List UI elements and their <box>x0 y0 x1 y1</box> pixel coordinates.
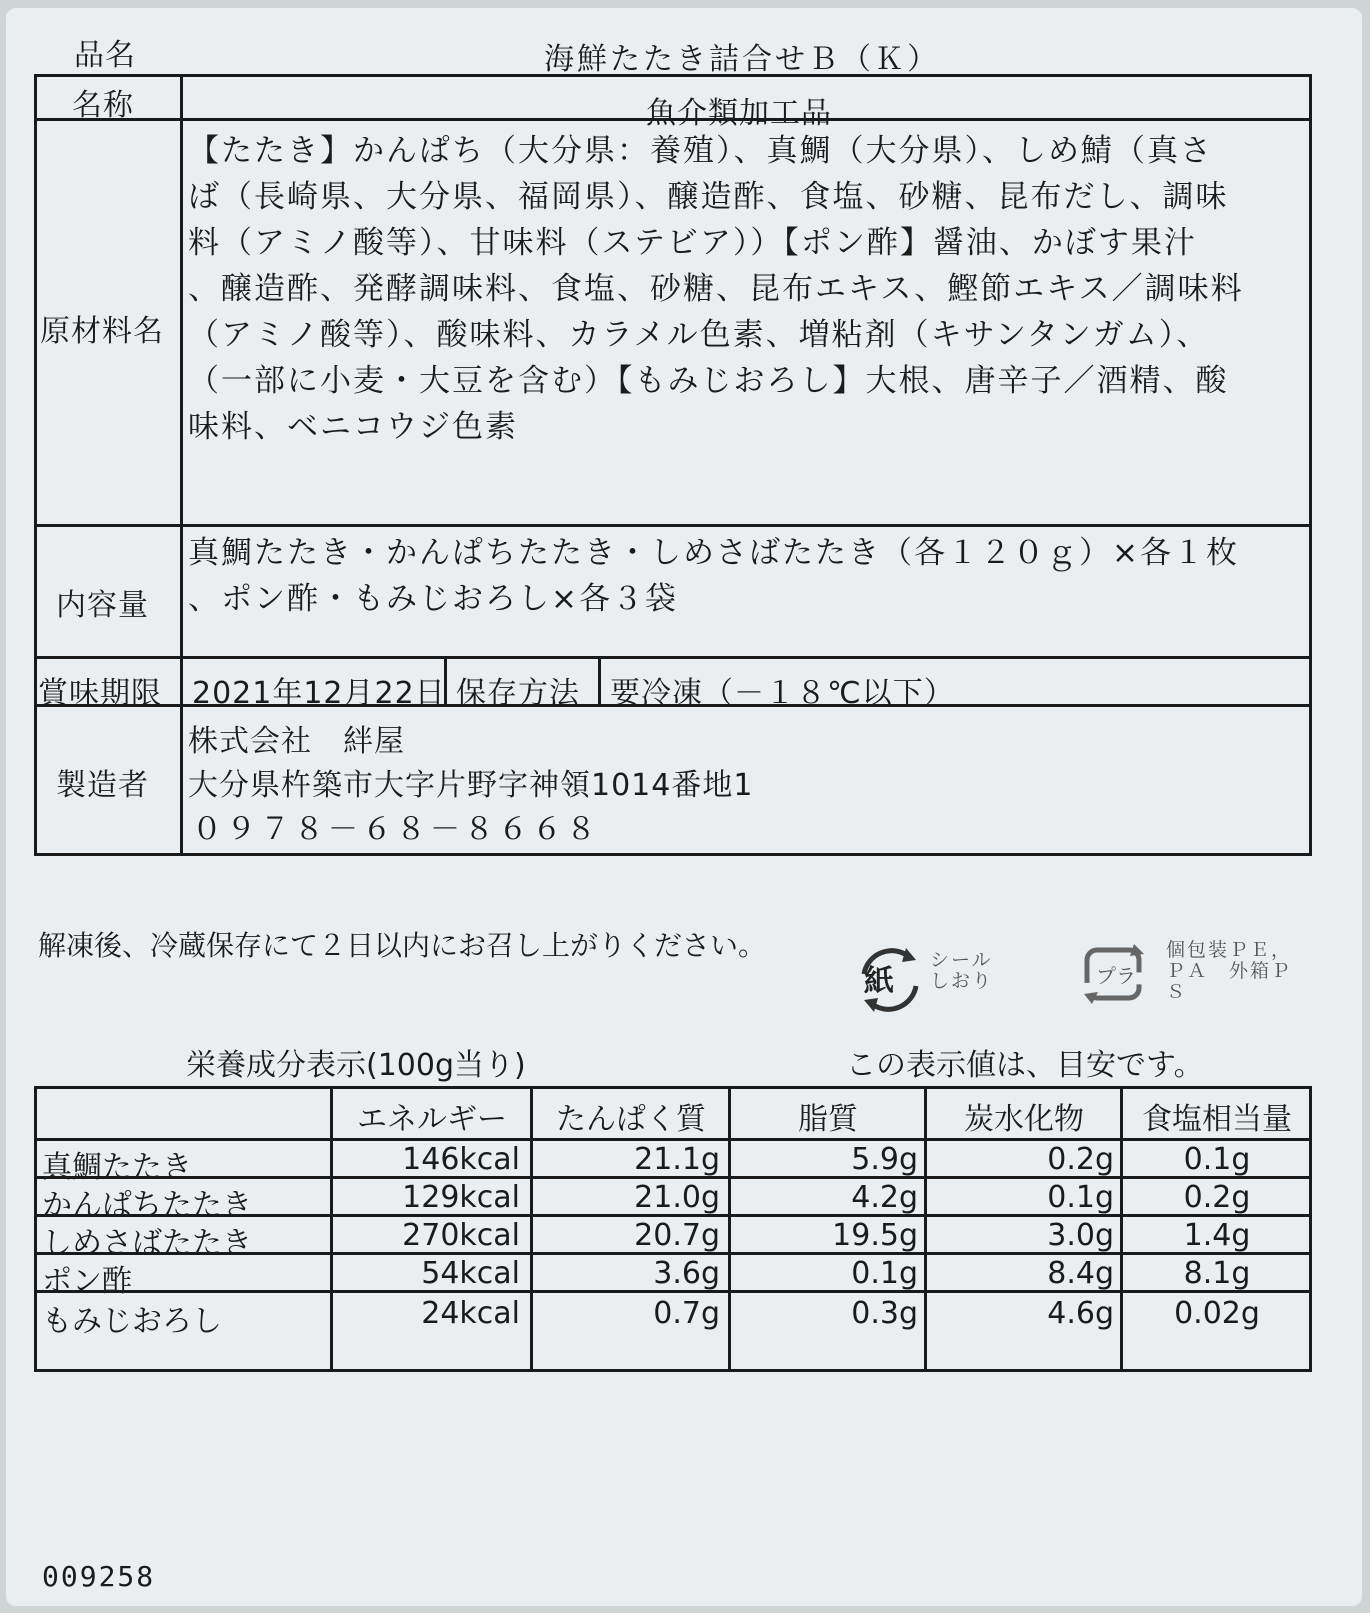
category-label: 名称 <box>72 88 134 123</box>
row-name: ポン酢 <box>42 1264 132 1299</box>
cell-salt: 0.1g <box>1183 1142 1251 1177</box>
divider <box>598 656 601 706</box>
contents-text <box>188 530 1310 622</box>
contents-line: 、ポン酢・もみじおろし×各３袋 <box>188 581 678 617</box>
cell-protein: 21.0g <box>634 1180 720 1215</box>
cell-energy: 146kcal <box>402 1142 520 1177</box>
col-header-salt: 食塩相当量 <box>1142 1102 1292 1137</box>
cell-fat: 4.2g <box>851 1180 918 1215</box>
cell-protein: 20.7g <box>634 1218 720 1253</box>
plastic-text-line: ＰＡ 外箱Ｐ <box>1166 960 1293 982</box>
cell-carbs: 0.2g <box>1047 1142 1114 1177</box>
cell-energy: 24kcal <box>421 1296 520 1331</box>
row-name: しめさばたたき <box>42 1226 252 1261</box>
contents-label: 内容量 <box>56 588 149 623</box>
ingredients-line: 味料、ベニコウジ色素 <box>188 409 518 445</box>
divider <box>530 1086 533 1372</box>
cell-energy: 54kcal <box>421 1256 520 1291</box>
product-code: 009258 <box>42 1560 156 1593</box>
divider <box>728 1086 731 1372</box>
paper-text-line: シール <box>930 949 993 971</box>
cell-energy: 129kcal <box>402 1180 520 1215</box>
col-header-energy: エネルギー <box>357 1102 507 1137</box>
maker-label: 製造者 <box>56 768 149 803</box>
cell-salt: 8.1g <box>1183 1256 1251 1291</box>
ingredients-line: 【たたき】かんぱち（大分県：養殖）、真鯛（大分県）、しめ鯖（真さ <box>188 133 1213 169</box>
cell-salt: 0.2g <box>1183 1180 1251 1215</box>
divider <box>34 524 1312 527</box>
ingredients-label: 原材料名 <box>40 314 164 349</box>
cell-protein: 0.7g <box>653 1296 720 1331</box>
cell-protein: 3.6g <box>653 1256 720 1291</box>
best-before-label: 賞味期限 <box>38 676 162 711</box>
ingredients-line: 料（アミノ酸等）、甘味料（ステビア））【ポン酢】醤油、かぼす果汁 <box>188 225 1197 261</box>
paper-mark-text: 紙 <box>864 964 894 999</box>
plastic-recycle-text <box>1166 940 1292 1003</box>
storage-value: 要冷凍（－１８℃以下） <box>610 676 955 711</box>
storage-label: 保存方法 <box>456 676 580 711</box>
divider <box>330 1086 333 1372</box>
cell-fat: 19.5g <box>832 1218 918 1253</box>
plastic-text-line: Ｓ <box>1166 981 1188 1003</box>
divider <box>1120 1086 1123 1372</box>
paper-recycle-text <box>930 950 993 992</box>
cell-carbs: 0.1g <box>1047 1180 1114 1215</box>
cell-carbs: 3.0g <box>1047 1218 1114 1253</box>
cell-fat: 5.9g <box>851 1142 918 1177</box>
cell-carbs: 8.4g <box>1047 1256 1114 1291</box>
row-name: もみじおろし <box>42 1304 222 1339</box>
ingredients-line: 、醸造酢、発酵調味料、食塩、砂糖、昆布エキス、鰹節エキス／調味料 <box>188 271 1244 307</box>
plastic-text-line: 個包装ＰＥ， <box>1166 939 1293 961</box>
best-before-value: 2021年12月22日 <box>192 676 446 711</box>
plastic-mark-text: プラ <box>1096 964 1136 988</box>
contents-line: 真鯛たたき・かんぱちたたき・しめさばたたき（各１２０ｇ）×各１枚 <box>188 535 1239 571</box>
product-name-value: 海鮮たたき詰合せＢ（Ｋ） <box>544 42 940 77</box>
cell-salt: 1.4g <box>1183 1218 1251 1253</box>
nutrition-note: この表示値は、目安です。 <box>846 1048 1204 1083</box>
product-name-label: 品名 <box>74 38 136 73</box>
cell-fat: 0.1g <box>851 1256 918 1291</box>
col-header-fat: 脂質 <box>798 1102 858 1137</box>
cell-protein: 21.1g <box>634 1142 720 1177</box>
ingredients-line: （一部に小麦・大豆を含む）【もみじおろし】大根、唐辛子／酒精、酸 <box>188 363 1229 399</box>
ingredients-line: （アミノ酸等）、酸味料、カラメル色素、増粘剤（キサンタンガム）、 <box>188 317 1210 353</box>
divider <box>34 656 1312 659</box>
ingredients-line: ば（長崎県、大分県、福岡県）、醸造酢、食塩、砂糖、昆布だし、調味 <box>188 179 1229 215</box>
row-name: 真鯛たたき <box>42 1150 192 1185</box>
nutrition-title: 栄養成分表示(100g当り) <box>186 1048 526 1083</box>
cell-salt: 0.02g <box>1174 1296 1260 1331</box>
row-name: かんぱちたたき <box>42 1188 252 1223</box>
ingredients-text <box>188 128 1310 450</box>
plastic-recycle-icon <box>1082 942 1146 1006</box>
col-header-carbs: 炭水化物 <box>964 1102 1084 1137</box>
maker-phone: ０９７８－６８－８６６８ <box>192 812 600 847</box>
cell-carbs: 4.6g <box>1047 1296 1114 1331</box>
divider <box>180 74 183 856</box>
maker-company: 株式会社 絆屋 <box>188 724 405 759</box>
divider <box>924 1086 927 1372</box>
col-header-protein: たんぱく質 <box>556 1102 706 1137</box>
paper-recycle-icon <box>850 940 930 1020</box>
cell-energy: 270kcal <box>402 1218 520 1253</box>
maker-address: 大分県杵築市大字片野字神領1014番地1 <box>188 768 754 803</box>
cell-fat: 0.3g <box>851 1296 918 1331</box>
thaw-notice: 解凍後、冷蔵保存にて２日以内にお召し上がりください。 <box>38 929 767 962</box>
category-value: 魚介類加工品 <box>646 96 832 131</box>
paper-text-line: しおり <box>930 970 994 992</box>
